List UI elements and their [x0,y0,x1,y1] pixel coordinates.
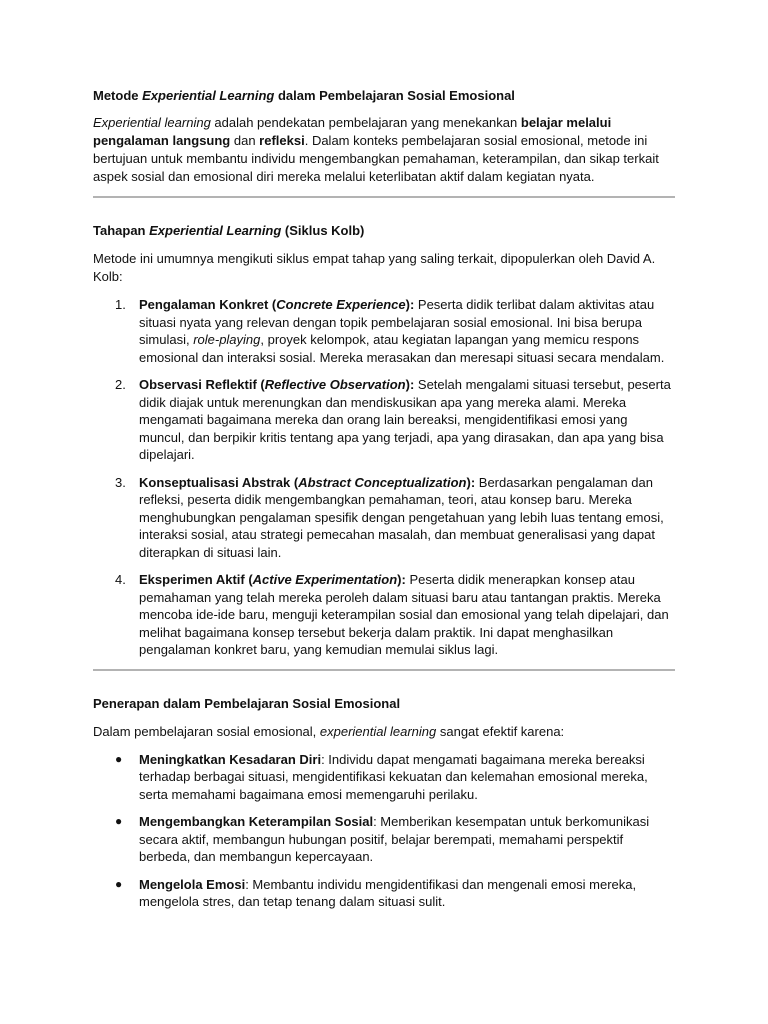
section3-intro: Dalam pembelajaran sosial emosional, experiential learning sangat efektif karena: [93,723,565,739]
section1-title: Metode Experiential Learning dalam Pembelajaran Sosial Emosional [93,88,515,103]
section3-title: Penerapan dalam Pembelajaran Sosial Emosional [93,695,401,711]
section2-intro: Metode ini umumnya mengikuti siklus empat tahap yang saling terkait, dipopulerkan oleh David A. Kolb: [93,251,656,284]
list-item: ● Mengembangkan Keterampilan Sosial: Memberikan kesempatan untuk berkomunikasi secara aktif, membangun hubungan positif, belajar berempati, memahami perspektif berbeda, dan membangun kepercayaan. [115,814,650,864]
step-number: 2. [115,377,126,392]
list-item: ● Meningkatkan Kesadaran Diri: Individu dapat mengamati bagaimana mereka bereaksi terhadap berbagai situasi, mengidentifikasi kekuatan dan kelemahan emosional mereka, serta memahami bagaimana emosi memengaruhi perilaku. [115,751,648,802]
kolb-steps-list [93,296,675,659]
list-item: 1. Pengalaman Konkret (Concrete Experience): Peserta didik terlibat dalam aktivitas atau situasi nyata yang relevan dengan topik pembelajaran sosial emosional. Ini bisa berupa simulasi, role-playing, proyek kelompok, atau kegiatan lapangan yang memicu respons emosional dan interaksi sosial. Mereka merasakan dan meresapi situasi secara mendalam. [115,297,665,365]
step-number: 3. [115,474,126,490]
list-item: 2. Observasi Reflektif (Reflective Observation): Setelah mengalami situasi tersebut, peserta didik diajak untuk merenungkan dan mendiskusikan apa yang mereka alami. Mereka mengamati bagaimana mereka dan orang lain bereaksi, mengidentifikasi emosi yang muncul, dan berpikir kritis tentang apa yang terjadi, apa yang dirasakan, dan apa yang bisa dipelajari. [115,377,671,462]
list-item: 3. Konseptualisasi Abstrak (Abstract Conceptualization): Berdasarkan pengalaman dan refleksi, peserta didik mengembangkan pemahaman, teori, atau konsep baru. Mereka menghubungkan pengalaman spesifik dengan pengetahuan yang lebih luas tentang emosi, interaksi sosial, atau strategi pemecahan masalah, dan membuat generalisasi yang dapat diterapkan di situasi lain. [115,474,664,560]
document-content [93,0,675,911]
list-item: ● Mengelola Emosi: Membantu individu mengidentifikasi dan mengenali emosi mereka, mengelola stres, dan tetap tenang dalam situasi sulit. [115,876,637,909]
benefits-list [93,751,675,911]
section1-intro: Experiential learning adalah pendekatan pembelajaran yang menekankan belajar melalui pengalaman langsung dan refleksi. Dalam konteks pembelajaran sosial emosional, metode ini bertujuan untuk membantu individu mengembangkan pemahaman, keterampilan, dan sikap terkait aspek sosial dan emosional diri mereka melalui keterlibatan aktif dalam kegiatan nyata. [93,115,659,184]
divider [93,196,675,198]
divider [93,669,675,671]
step-number: 1. [115,297,126,312]
bullet-icon: ● [115,814,123,828]
section2-title: Tahapan Experiential Learning (Siklus Kolb) [93,223,365,238]
bullet-icon: ● [115,876,123,891]
bullet-icon: ● [115,751,123,766]
list-item: 4. Eksperimen Aktif (Active Experimentation): Peserta didik menerapkan konsep atau pemahaman yang telah mereka peroleh dalam situasi baru atau tantangan praktis. Mereka mencoba ide-ide baru, menguji keterampilan sosial dan emosional yang telah dipelajari, dan melihat bagaimana konsep tersebut bekerja dalam praktik. Ini dapat menghasilkan pengalaman konkret baru, yang kemudian memulai siklus lagi. [115,572,669,657]
step-number: 4. [115,572,126,587]
